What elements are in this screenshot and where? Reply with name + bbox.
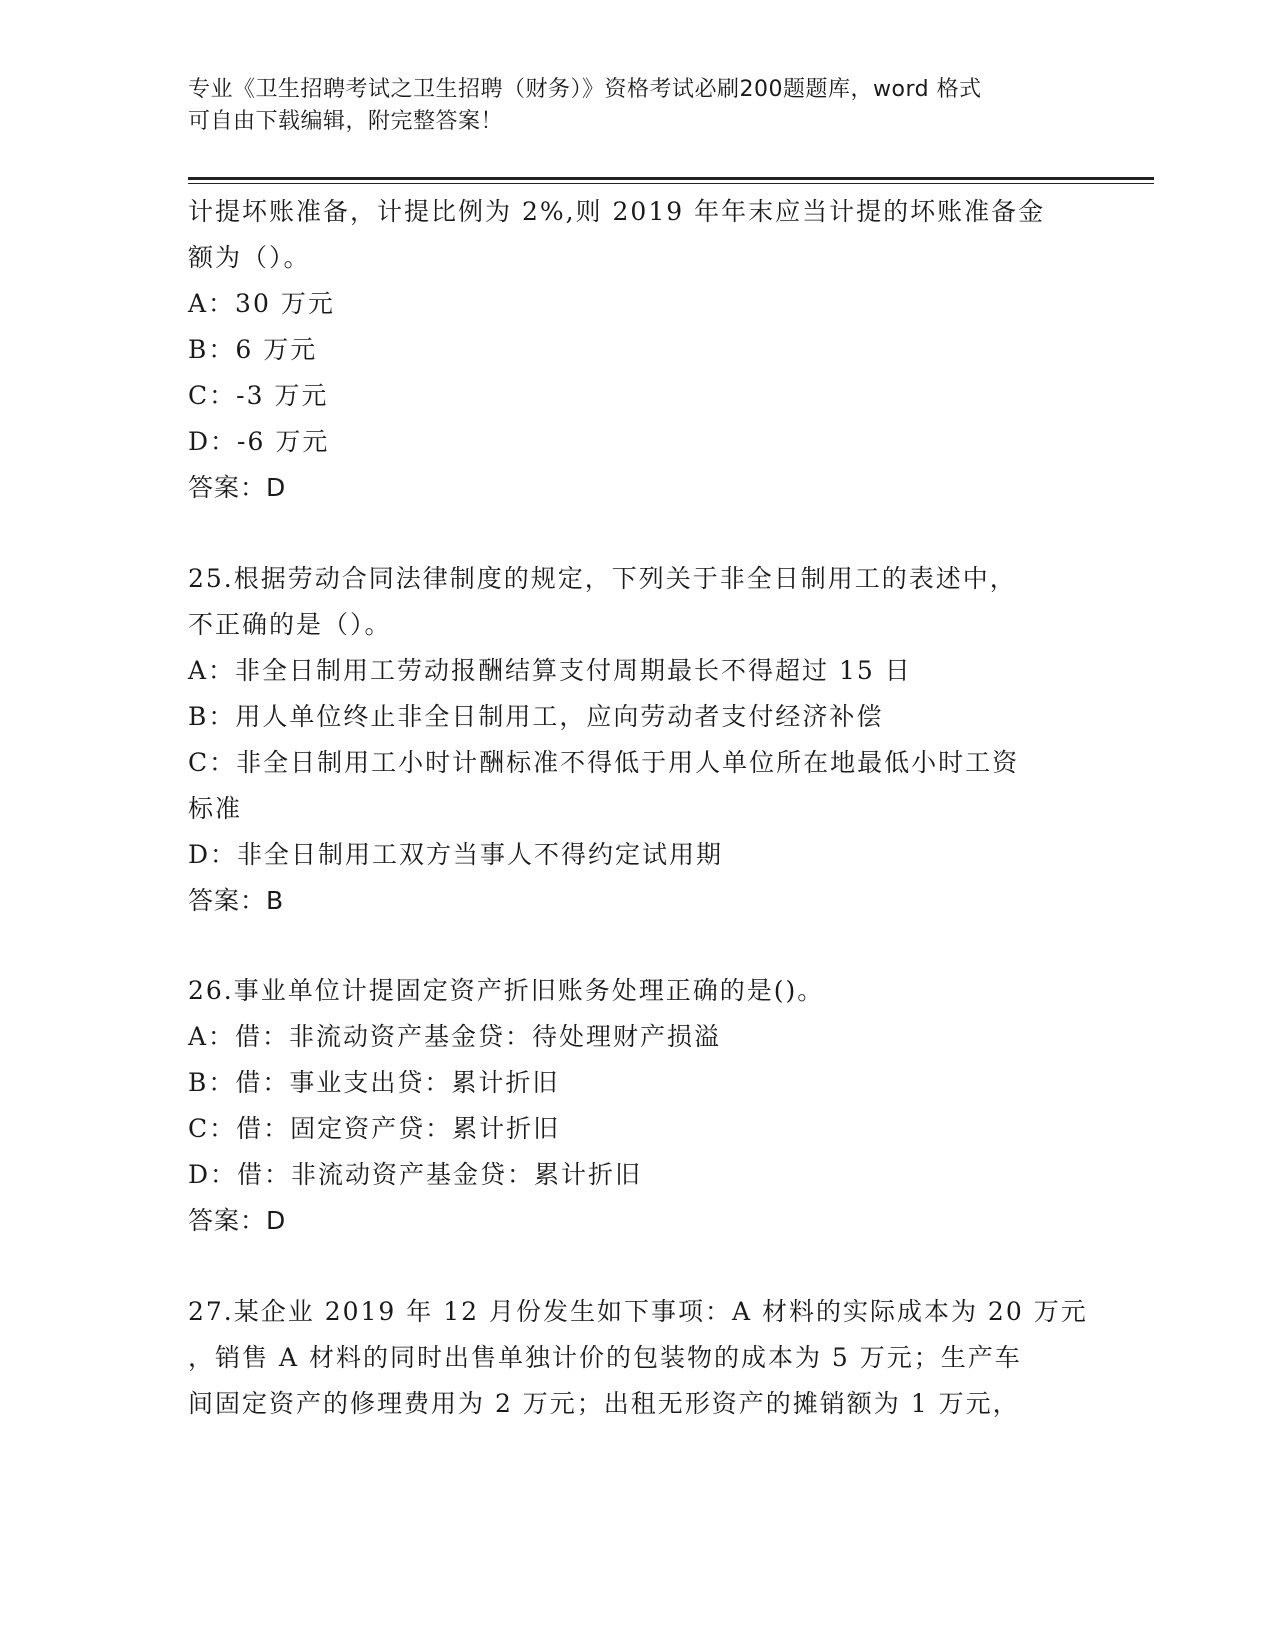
header-title-line-1: 专业《卫生招聘考试之卫生招聘（财务）》资格考试必刷200题题库，word 格式	[188, 77, 982, 102]
spacer	[188, 1244, 1088, 1289]
document-header	[188, 74, 1088, 138]
option-a: A：非全日制用工劳动报酬结算支付周期最长不得超过 15 日	[188, 656, 912, 685]
option-a: A：30 万元	[188, 289, 335, 318]
question-27	[188, 1289, 1088, 1427]
question-content	[188, 189, 1088, 1427]
spacer	[188, 924, 1088, 968]
question-26	[188, 968, 1088, 1244]
question-stem: 额为（）。	[188, 243, 311, 272]
option-d: D：-6 万元	[188, 427, 330, 456]
question-stem: 27.某企业 2019 年 12 月份发生如下事项：A 材料的实际成本为 20 万元	[188, 1297, 1088, 1326]
question-stem: 26.事业单位计提固定资产折旧账务处理正确的是()。	[188, 976, 825, 1005]
header-divider-thick	[188, 177, 1154, 180]
option-a: A：借：非流动资产基金贷：待处理财产损溢	[188, 1022, 722, 1051]
option-c: C：借：固定资产贷：累计折旧	[188, 1114, 561, 1143]
option-d: D：借：非流动资产基金贷：累计折旧	[188, 1160, 643, 1189]
option-b: B：6 万元	[188, 335, 318, 364]
answer: 答案：D	[188, 473, 287, 502]
option-c-continued: 标准	[188, 794, 243, 823]
option-c: C：非全日制用工小时计酬标准不得低于用人单位所在地最低小时工资	[188, 748, 1020, 777]
option-c: C：-3 万元	[188, 381, 329, 410]
header-title-line-2: 可自由下载编辑，附完整答案！	[188, 109, 504, 134]
question-25	[188, 556, 1088, 924]
question-stem: 间固定资产的修理费用为 2 万元；出租无形资产的摊销额为 1 万元，	[188, 1389, 1020, 1418]
answer: 答案：B	[188, 886, 285, 915]
option-b: B：用人单位终止非全日制用工，应向劳动者支付经济补偿	[188, 702, 884, 731]
spacer	[188, 511, 1088, 556]
answer: 答案：D	[188, 1206, 287, 1235]
question-stem: 不正确的是（）。	[188, 610, 392, 639]
option-d: D：非全日制用工双方当事人不得约定试用期	[188, 840, 724, 869]
question-stem: 计提坏账准备，计提比例为 2%,则 2019 年年末应当计提的坏账准备金	[188, 197, 1046, 226]
header-divider-thin	[188, 183, 1154, 184]
option-b: B：借：事业支出贷：累计折旧	[188, 1068, 560, 1097]
question-stem: ，销售 A 材料的同时出售单独计价的包装物的成本为 5 万元；生产车	[188, 1343, 1022, 1372]
question-24	[188, 189, 1088, 511]
question-stem: 25.根据劳动合同法律制度的规定，下列关于非全日制用工的表述中，	[188, 564, 1017, 593]
